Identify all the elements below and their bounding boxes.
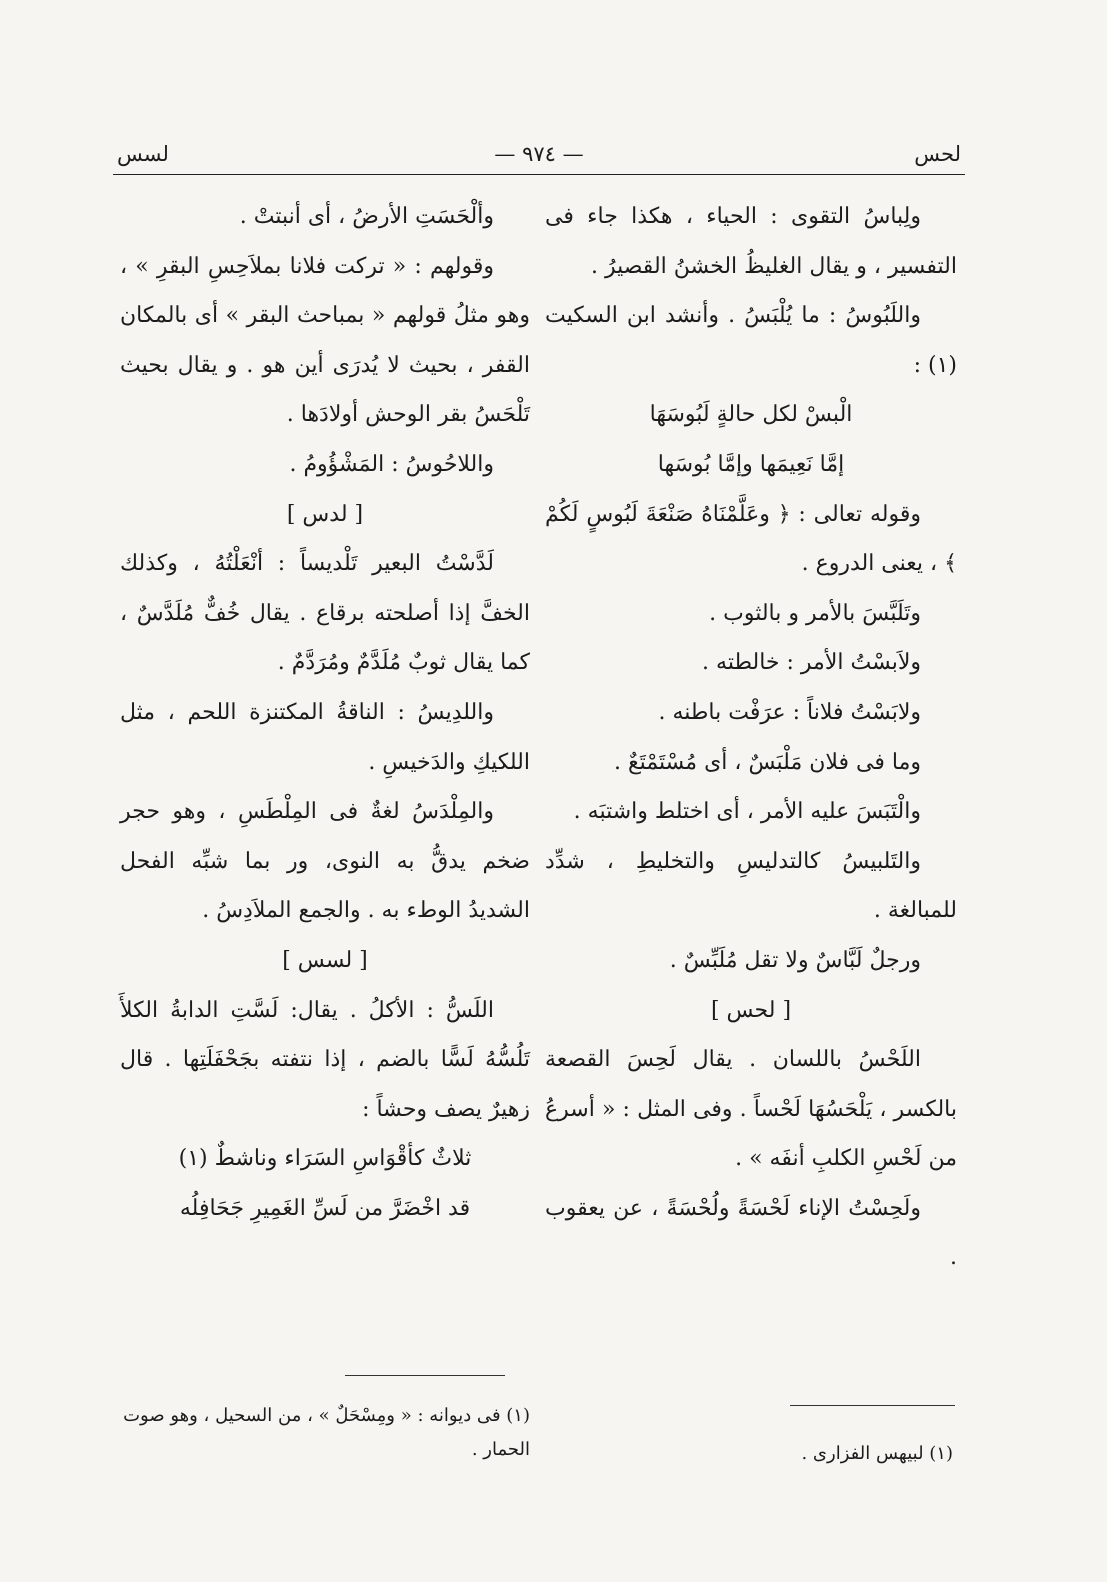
paragraph: اللَسُّ : الأكلُ . يقال: لَسَّتِ الدابةُ الكلأَ تَلُسُّهُ لَسًّا بالضم ، إذا نتفته بجَحْفَلَتِها . قال زهيرٌ يصف وحشاً : (120, 997, 530, 1122)
paragraph: وقوله تعالى : ﴿ وعَلَّمْنَاهُ صَنْعَةَ لَبُوسٍ لَكُمْ ﴾ ، يعنى الدروع . (545, 501, 957, 577)
paragraph: وقولهم : « تركت فلانا بملاَحِسِ البقرِ » ، وهو مثلُ قولهم « بمباحث البقر » أى بالمكان القفر ، بحيث لا يُدرَى أين هو . و يقال بحيث تَلْحَسُ بقر الوحش أولادَها . (120, 253, 530, 428)
verse-line: الْبسْ لكل حالةٍ لَبُوسَهَا (649, 402, 853, 428)
paragraph: ولابَسْتُ فلاناً : عرَفْت باطنه . (658, 699, 921, 725)
paragraph: وما فى فلان مَلْبَسٌ ، أى مُسْتَمْتَعٌ . (613, 749, 921, 775)
paragraph: لَدَّسْتُ البعير تَلْديساً : أنْعَلْتُهُ ، وكذلك الخفَّ إذا أصلحته برقاع . يقال خُفٌّ مُلَدَّسٌ ، كما يقال ثوبٌ مُلَدَّمٌ ومُرَدَّمٌ . (120, 551, 530, 676)
paragraph: والمِلْدَسُ لغةٌ فى المِلْطَسِ ، وهو حجر ضخم يدقُّ به النوى، ور بما شبِّه الفحل الشديدُ الوطء به . والجمع الملاَدِسُ . (120, 799, 530, 924)
header-left-word: لسس (117, 142, 169, 166)
section-title: [ لدس ] (286, 501, 364, 527)
verse-line: ثلاثٌ كأقْوَاسِ السَرَاء وناشطٌ (١) (178, 1146, 472, 1172)
section-title: [ لحس ] (710, 997, 792, 1023)
verse-line: قد اخْضَرَّ من لَسِّ الغَمِيرِ جَحَافِلُه (179, 1195, 471, 1221)
header-right-word: لحس (914, 142, 961, 166)
page-number: — ٩٧٤ — (494, 142, 584, 166)
right-column (545, 192, 957, 1283)
left-column (120, 192, 530, 1233)
paragraph: ولِباسُ التقوى : الحياء ، هكذا جاء فى التفسير ، و يقال الغليظُ الخشنُ القصيرُ . (545, 204, 957, 279)
paragraph: اللَحْسُ باللسان . يقال لَحِسَ القصعة بالكسر ، يَلْحَسُهَا لَحْساً . وفى المثل : « أسرعُ من لَحْسِ الكلبِ أنفَه » . (545, 1047, 957, 1172)
paragraph: ولاَبسْتُ الأمر : خالطته . (702, 650, 921, 676)
footnote: (١) فى ديوانه : « ومِسْحَلٌ » ، من السحيل ، وهو صوت الحمار . (123, 1405, 530, 1460)
footnote-rule (790, 1405, 955, 1406)
paragraph: واللدِيسُ : الناقةُ المكتنزة اللحم ، مثل اللكيكِ والدَخيسِ . (120, 699, 530, 775)
paragraph: واللَبُوسُ : ما يُلْبَسُ . وأنشد ابن السكيت (١) : (545, 303, 957, 378)
paragraph: ولَحِسْتُ الإناء لَحْسَةً ولُحْسَةً ، عن يعقوب . (545, 1195, 957, 1271)
paragraph: وتَلَبَّسَ بالأمر و بالثوب . (709, 600, 921, 626)
paragraph: والتَلبيسُ كالتدليسِ والتخليطِ ، شدِّد للمبالغة . (545, 848, 957, 924)
section-title: [ لسس ] (282, 947, 368, 973)
footnote-rule (345, 1375, 505, 1376)
paragraph: وألْحَسَتِ الأرضُ ، أى أنبتتْ . (239, 204, 494, 229)
paragraph: واللاحُوسُ : المَشْؤُومُ . (289, 451, 494, 477)
footnote: (١) لبيهس الفزارى . (801, 1443, 953, 1464)
verse-line: إمَّا نَعِيمَها وإمَّا بُوسَها (657, 451, 845, 477)
paragraph: والْتَبَسَ عليه الأمر ، أى اختلط واشتبَه . (573, 799, 921, 825)
page-header (113, 138, 965, 175)
paragraph: ورجلٌ لَبَّاسٌ ولا تقل مُلَبِّسٌ . (669, 947, 921, 973)
